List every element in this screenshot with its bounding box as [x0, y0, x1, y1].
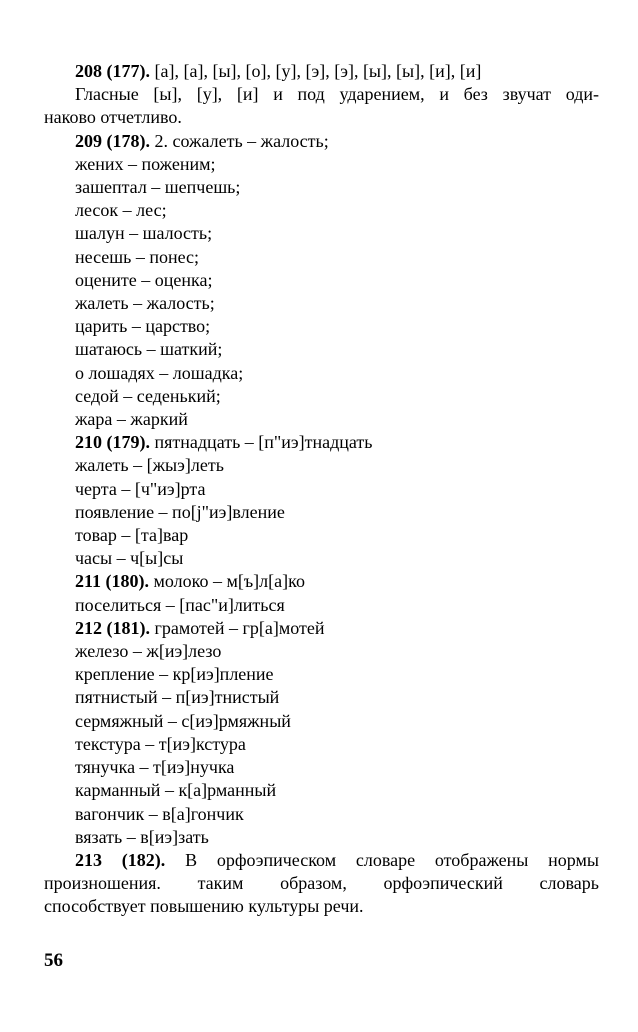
exercise-212-line: [44, 617, 599, 640]
exercise-line: черта – [ч"иэ]рта: [75, 478, 206, 499]
exercise-line: поселиться – [пас"и]литься: [75, 594, 285, 615]
exercise-208-line: [44, 60, 599, 83]
exercise-text: молоко – м[ъ]л[а]ко: [153, 571, 305, 592]
exercise-line: крепление – кр[иэ]пление: [75, 664, 274, 685]
exercise-line: часы – ч[ы]сы: [75, 548, 184, 569]
exercise-line: тянучка – т[иэ]нучка: [75, 757, 235, 778]
exercise-line: оцените – оценка;: [75, 269, 213, 290]
page-body: [44, 60, 599, 919]
exercise-line: шатаюсь – шаткий;: [75, 339, 223, 360]
exercise-number: 213 (182).: [75, 849, 166, 870]
exercise-text: пятнадцать – [п"иэ]тнадцать: [154, 432, 373, 453]
exercise-line: жалеть – [жыэ]леть: [75, 455, 224, 476]
exercise-line: появление – по[j"иэ]вление: [75, 501, 285, 522]
exercise-213-line: произношения. таким образом, орфоэпический словарь: [44, 873, 599, 894]
page-number: 56: [44, 950, 63, 971]
exercise-line: лесок – лес;: [75, 200, 167, 221]
exercise-number: 208 (177).: [75, 61, 150, 81]
exercise-text: грамотей – гр[а]мотей: [154, 617, 325, 638]
exercise-number: 210 (179).: [75, 432, 150, 453]
exercise-line: седой – седенький;: [75, 385, 221, 406]
exercise-line: жара – жаркий: [75, 409, 188, 430]
exercise-line: несешь – понес;: [75, 246, 200, 267]
exercise-line: вязать – в[иэ]зать: [75, 826, 209, 847]
exercise-line: вагончик – в[а]гончик: [75, 803, 244, 824]
exercise-line: царить – царство;: [75, 316, 211, 337]
exercise-213-line: способствует повышению культуры речи.: [44, 896, 364, 917]
exercise-line: пятнистый – п[иэ]тнистый: [75, 687, 280, 708]
exercise-210-line: [44, 431, 599, 454]
exercise-text: В орфоэпическом словаре отображены нормы: [185, 849, 599, 870]
exercise-211-line: [44, 570, 599, 593]
exercise-text: 2. сожалеть – жалость;: [154, 130, 329, 151]
exercise-line: железо – ж[иэ]лезо: [75, 641, 222, 662]
exercise-number: 212 (181).: [75, 617, 150, 638]
exercise-number: 209 (178).: [75, 130, 150, 151]
exercise-line: товар – [та]вар: [75, 525, 189, 546]
exercise-text: [а], [а], [ы], [о], [у], [э], [э], [ы], [ы], [и], [и]: [154, 61, 482, 81]
exercise-line: жалеть – жалость;: [75, 293, 215, 314]
exercise-line: шалун – шалость;: [75, 223, 213, 244]
exercise-208-note-line: Гласные [ы], [у], [и] и под ударением, и без звучат оди-: [75, 84, 599, 105]
exercise-line: сермяжный – с[иэ]рмяжный: [75, 710, 291, 731]
exercise-209-line: [44, 130, 599, 153]
exercise-208-note-line: наково отчетливо.: [44, 107, 182, 128]
exercise-line: о лошадях – лошадка;: [75, 362, 244, 383]
exercise-213-line: [44, 849, 599, 872]
exercise-line: жених – поженим;: [75, 153, 216, 174]
exercise-number: 211 (180).: [75, 571, 149, 592]
exercise-line: текстура – т[иэ]кстура: [75, 733, 246, 754]
exercise-line: зашептал – шепчешь;: [75, 177, 241, 198]
exercise-line: карманный – к[а]рманный: [75, 780, 277, 801]
